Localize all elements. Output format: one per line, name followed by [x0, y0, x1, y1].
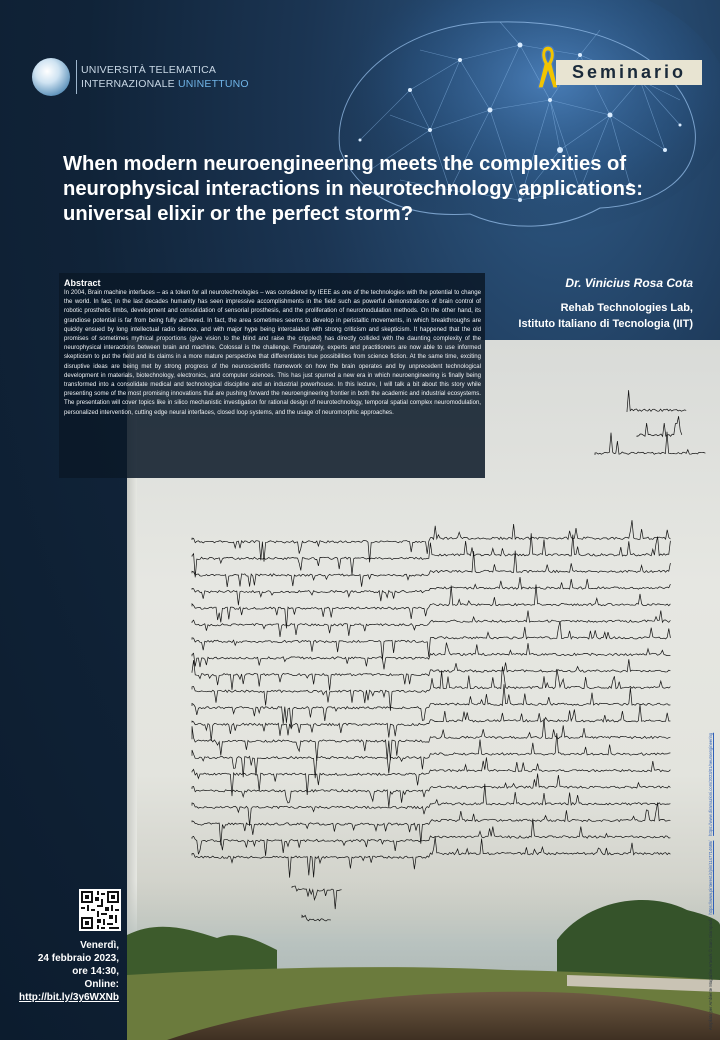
- spike-train-24: [302, 915, 331, 921]
- spike-train-17: [192, 803, 670, 846]
- spike-train-16: [192, 784, 670, 826]
- spike-train-7: [192, 643, 670, 670]
- spike-train-22: [595, 432, 705, 455]
- spike-train-15: [192, 774, 670, 808]
- logo-text-line2-part1: INTERNAZIONALE: [81, 78, 178, 90]
- speaker-name: Dr. Vinicius Rosa Cota: [565, 276, 693, 290]
- event-online-link[interactable]: http://bit.ly/3y6WXNb: [19, 992, 119, 1003]
- seminar-title: When modern neuroengineering meets the complexities of neurophysical interactions in neurotechnology applications: universal elixir or the perfect storm?: [63, 153, 643, 225]
- qr-code-icon[interactable]: [79, 889, 121, 931]
- event-online-label: Online:: [84, 979, 119, 990]
- seminar-badge: Seminario: [556, 60, 702, 85]
- spike-train-20: [627, 390, 686, 412]
- university-logo[interactable]: [32, 58, 249, 100]
- spike-train-9: [192, 667, 670, 711]
- spike-train-11: [192, 705, 670, 741]
- artwork-credit-link-1[interactable]: https://www.pinterest.it/pin/1147714686/: [708, 840, 713, 915]
- event-date: 24 febbraio 2023,: [37, 953, 119, 964]
- abstract-panel: [59, 273, 485, 478]
- speaker-affiliation-institute: Istituto Italiano di Tecnologia (IIT): [518, 318, 693, 330]
- spike-train-23: [292, 886, 342, 909]
- spike-train-21: [637, 416, 682, 437]
- logo-text-line2-highlight: UNINETTUNO: [177, 78, 249, 90]
- logo-text-line1: UNIVERSITÀ TELEMATICA: [81, 64, 217, 76]
- event-day: Venerdì,: [80, 940, 119, 951]
- speaker-affiliation-lab: Rehab Technologies Lab,: [560, 302, 693, 314]
- spike-train-10: [192, 684, 670, 728]
- spike-train-3: [192, 577, 670, 605]
- spike-train-19: [192, 837, 670, 878]
- logo-divider: [76, 60, 77, 94]
- artwork-credit-link-2[interactable]: https://www.diramazioni.com/2023/01/neuroengineering: [708, 732, 713, 836]
- event-time: ore 14:30,: [72, 966, 119, 977]
- logo-text-line2: [81, 78, 249, 90]
- artwork-credit-text: Ampliato per Ambiente Magazine Artwork © Saro Giampaoli: [708, 919, 713, 1030]
- spike-train-5: [192, 611, 670, 637]
- globe-logo-icon: [32, 58, 70, 96]
- spike-train-8: [192, 659, 670, 690]
- abstract-heading: Abstract: [64, 278, 101, 288]
- abstract-text: In 2004, Brain machine interfaces – as a token for all neurotechnologies – was considered by IEEE as one of the technologies with the potential to change the world. In fact, in the last decades humanity has seen impressive accomplishments in the field such as powerful demonstrations of brain control of robotic prosthetic limbs, development and consolidation of sensorial prosthesis, and the proliferation of neuromodulation methods. On the other hand, its grandiose potential is far from being fully achieved. In fact, the area sometimes seems to develop in peristaltic movements, in which breakthroughs are quickly ensued by long intellectual radio silence, and with major hype being intercalated with strong criticism and skepticism. It happened that the old promises of sometimes mythical proportions (give vision to the blind and raise the crippled) has directly collided with the daunting complexity of the neurophysical interactions between brain and machine. Colossal is the challenge. Fortunately, experts and practitioners are now able to use informed skepticism to put the field and its claims in a more mature perspective that differentiates true possibilities from science fiction. At the same time, exciting disruptive ideas are being met by strong progress of the neuroscientific framework on how the brain operates and by unprecedent technological development in materials, biotechnology, electronics, and computer sciences. This has just spurred a new era in which neuroengineering is finally being transformed into a consolidate medical and technological discipline and an industrial powerhouse. In this lecture, I will talk a bit about this story while presenting some of the most promising innovations that are pushing forward the neuroengineering frontier in both the academic and industrial ecosystems. The presentation will cover topics like in silico mechanistic investigation for rational design of neurotechnology, temporal spatial complex neuromodulation, personalized intervention, cutting edge neural interfaces, closed loop systems, and the usage of neuromorphic approaches.: [64, 290, 481, 416]
- spike-train-14: [192, 757, 670, 796]
- artwork-credit: [708, 733, 713, 1030]
- spike-train-0: [192, 520, 670, 562]
